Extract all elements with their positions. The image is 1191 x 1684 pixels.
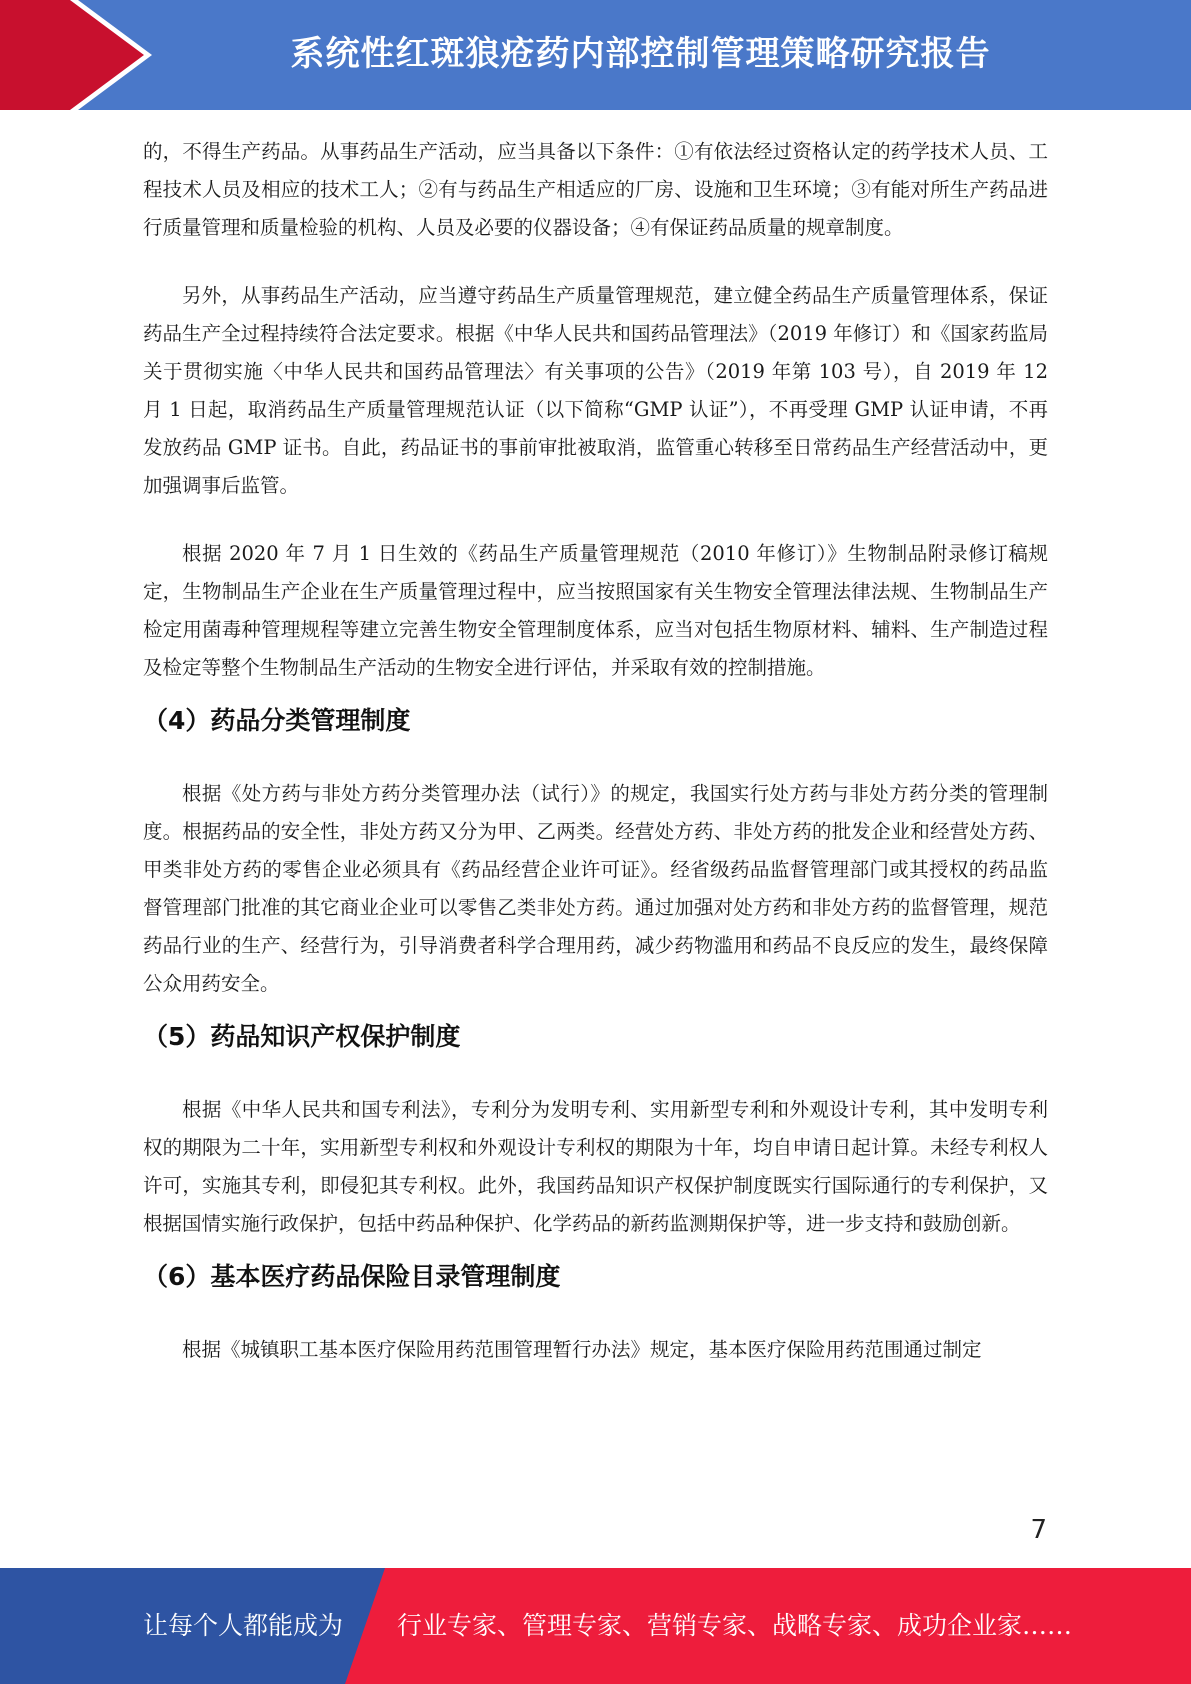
page-footer: [0, 1568, 1191, 1684]
section-heading-4: （4）药品分类管理制度: [143, 706, 411, 735]
section-heading-6: （6）基本医疗药品保险目录管理制度: [143, 1262, 561, 1291]
paragraph-3: 根据 2020 年 7 月 1 日生效的《药品生产质量管理规范（2010 年修订）》生物制品附录修订稿规定，生物制品生产企业在生产质量管理过程中，应当按照国家有关生物安全管理法律法规、生物制品生产检定用菌毒种管理规程等建立完善生物安全管理制度体系，应当对包括生物原材料、辅料、生产制造过程及检定等整个生物制品生产活动的生物安全进行评估，并采取有效的控制措施。: [143, 542, 1048, 679]
page-body: [143, 133, 1048, 1369]
paragraph-1: 的，不得生产药品。从事药品生产活动，应当具备以下条件：①有依法经过资格认定的药学技术人员、工程技术人员及相应的技术工人；②有与药品生产相适应的厂房、设施和卫生环境；③有能对所生产药品进行质量管理和质量检验的机构、人员及必要的仪器设备；④有保证药品质量的规章制度。: [143, 140, 1048, 239]
paragraph-6: 根据《城镇职工基本医疗保险用药范围管理暂行办法》规定，基本医疗保险用药范围通过制定: [182, 1338, 982, 1361]
footer-slogan-right: 行业专家、管理专家、营销专家、战略专家、成功企业家……: [397, 1611, 1073, 1640]
footer-slogan-left: 让每个人都能成为: [143, 1611, 344, 1640]
section-heading-5: （5）药品知识产权保护制度: [143, 1022, 461, 1051]
page-header: [0, 0, 1191, 110]
paragraph-2: 另外，从事药品生产活动，应当遵守药品生产质量管理规范，建立健全药品生产质量管理体系，保证药品生产全过程持续符合法定要求。根据《中华人民共和国药品管理法》（2019 年修订）和《国家药监局关于贯彻实施〈中华人民共和国药品管理法〉有关事项的公告》（2019 年第 103 号），自 2019 年 12 月 1 日起，取消药品生产质量管理规范认证（以下简称“GMP 认证”），不再受理 GMP 认证申请，不再发放药品 GMP 证书。自此，药品证书的事前审批被取消，监管重心转移至日常药品生产经营活动中，更加强调事后监管。: [143, 284, 1048, 497]
page-number: 7: [1030, 1515, 1047, 1545]
paragraph-4: 根据《处方药与非处方药分类管理办法（试行）》的规定，我国实行处方药与非处方药分类的管理制度。根据药品的安全性，非处方药又分为甲、乙两类。经营处方药、非处方药的批发企业和经营处方药、甲类非处方药的零售企业必须具有《药品经营企业许可证》。经省级药品监督管理部门或其授权的药品监督管理部门批准的其它商业企业可以零售乙类非处方药。通过加强对处方药和非处方药的监督管理，规范药品行业的生产、经营行为，引导消费者科学合理用药，减少药物滥用和药品不良反应的发生，最终保障公众用药安全。: [143, 782, 1048, 995]
report-title: 系统性红斑狼疮药内部控制管理策略研究报告: [290, 34, 991, 74]
paragraph-5: 根据《中华人民共和国专利法》，专利分为发明专利、实用新型专利和外观设计专利，其中发明专利权的期限为二十年，实用新型专利权和外观设计专利权的期限为十年，均自申请日起计算。未经专利权人许可，实施其专利，即侵犯其专利权。此外，我国药品知识产权保护制度既实行国际通行的专利保护，又根据国情实施行政保护，包括中药品种保护、化学药品的新药监测期保护等，进一步支持和鼓励创新。: [143, 1098, 1048, 1235]
header-red-arrow: [0, 0, 150, 110]
